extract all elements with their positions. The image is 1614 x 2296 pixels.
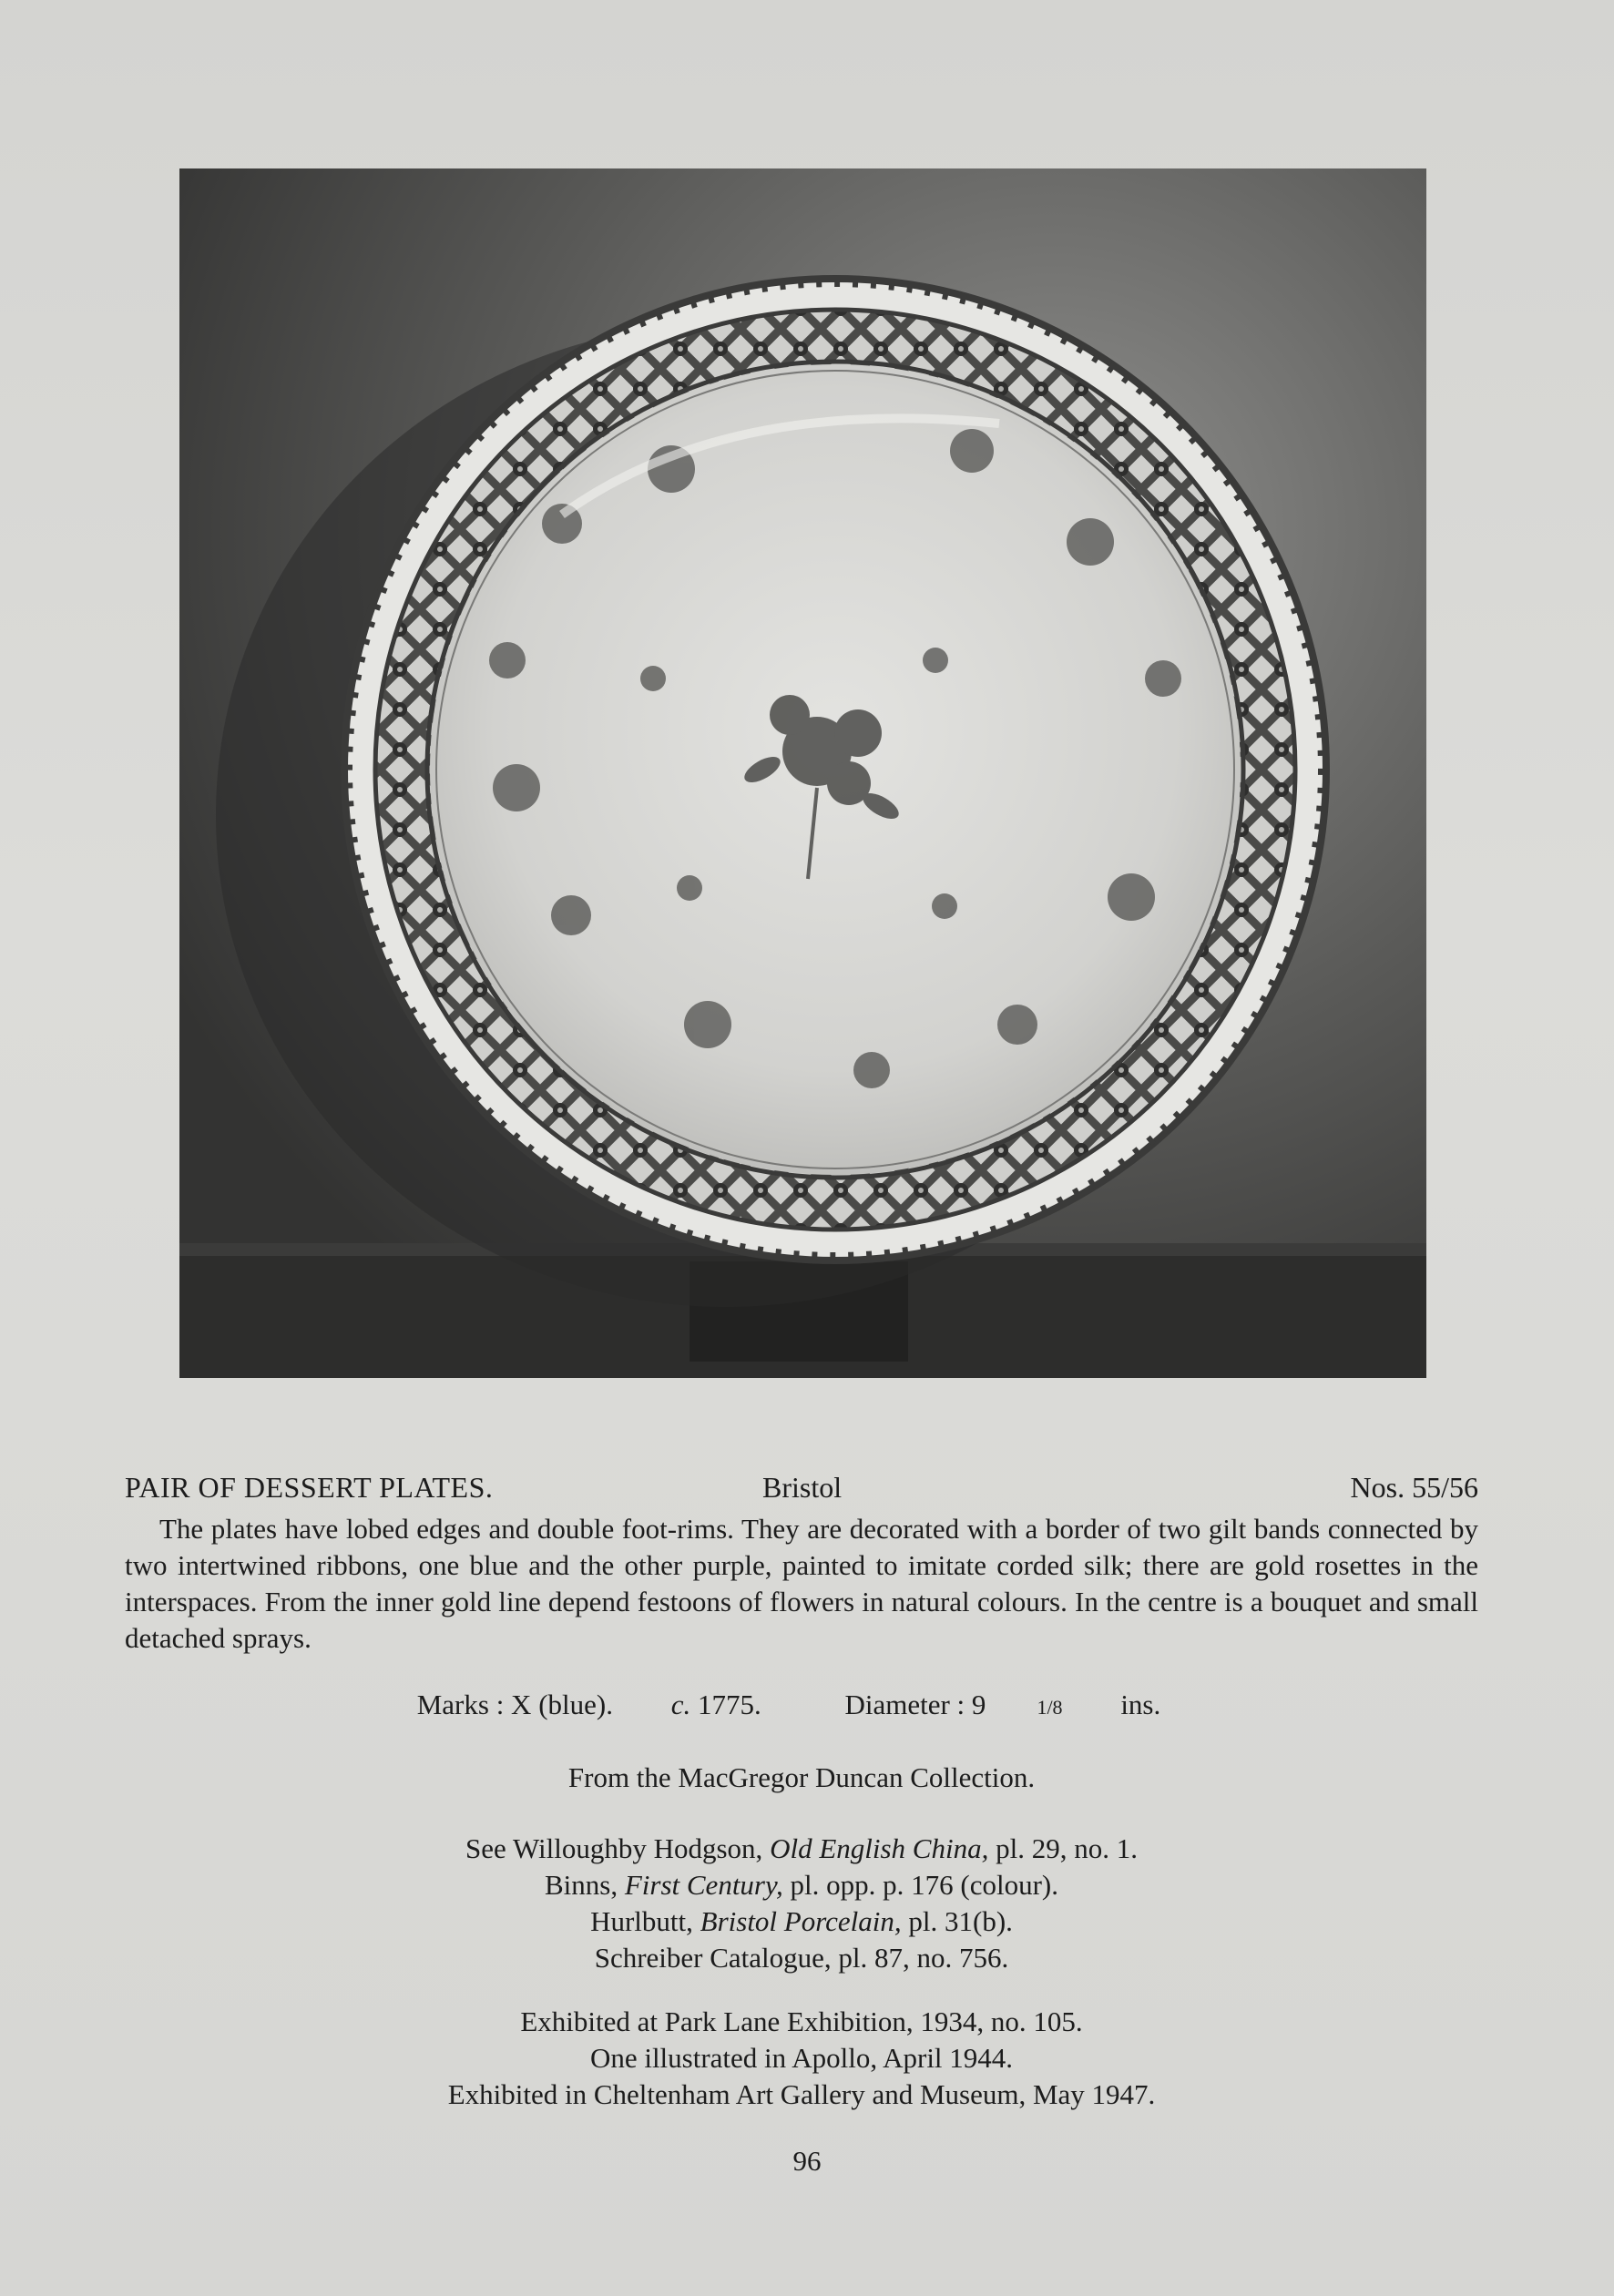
reference-line: Schreiber Catalogue, pl. 87, no. 756. (594, 1942, 1009, 1974)
diameter-text (819, 1689, 1186, 1720)
references-list (125, 1831, 1478, 1976)
plate-photograph (179, 168, 1426, 1378)
catalogue-numbers: Nos. 55/56 (1350, 1471, 1478, 1504)
exhibition-line: Exhibited in Cheltenham Art Gallery and Museum, May 1947. (447, 2078, 1156, 2110)
page-number: 96 (792, 2145, 822, 2177)
caption-heading (125, 1471, 1478, 1511)
dessert-plate-image (179, 168, 1426, 1378)
date-text: c. 1775. (670, 1689, 761, 1720)
marks-text: Marks : X (blue). (416, 1689, 613, 1720)
object-place: Bristol (762, 1471, 843, 1504)
exhibition-line: Exhibited at Park Lane Exhibition, 1934, no. 105. (520, 2005, 1083, 2037)
reference-line: Hurlbutt, Bristol Porcelain, pl. 31(b). (590, 1905, 1013, 1937)
diameter-fraction: 1/8 (1037, 1696, 1063, 1719)
reference-line: Binns, First Century, pl. opp. p. 176 (colour). (544, 1869, 1059, 1901)
exhibition-line: One illustrated in Apollo, April 1944. (589, 2042, 1014, 2074)
diameter-unit: ins. (1113, 1689, 1161, 1720)
provenance: From the MacGregor Duncan Collection. (567, 1761, 1036, 1793)
object-description: The plates have lobed edges and double foot-rims. They are decorated with a border of two gilt bands connected by two intertwined ribbons, one blue and the other purple, painted to imitate corded silk; there are gold rosettes in the interspaces. From the inner gold line depend festoons of flowers in natural colours. In the centre is a bouquet and small detached sprays. (125, 1513, 1478, 1654)
diameter-label: Diameter : 9 (844, 1689, 986, 1720)
marks-line (125, 1687, 1478, 1726)
object-title: PAIR OF DESSERT PLATES. (125, 1471, 494, 1504)
reference-line: See Willoughby Hodgson, Old English China, pl. 29, no. 1. (465, 1832, 1138, 1864)
exhibitions-list (125, 2004, 1478, 2113)
caption-block (125, 1471, 1478, 1657)
